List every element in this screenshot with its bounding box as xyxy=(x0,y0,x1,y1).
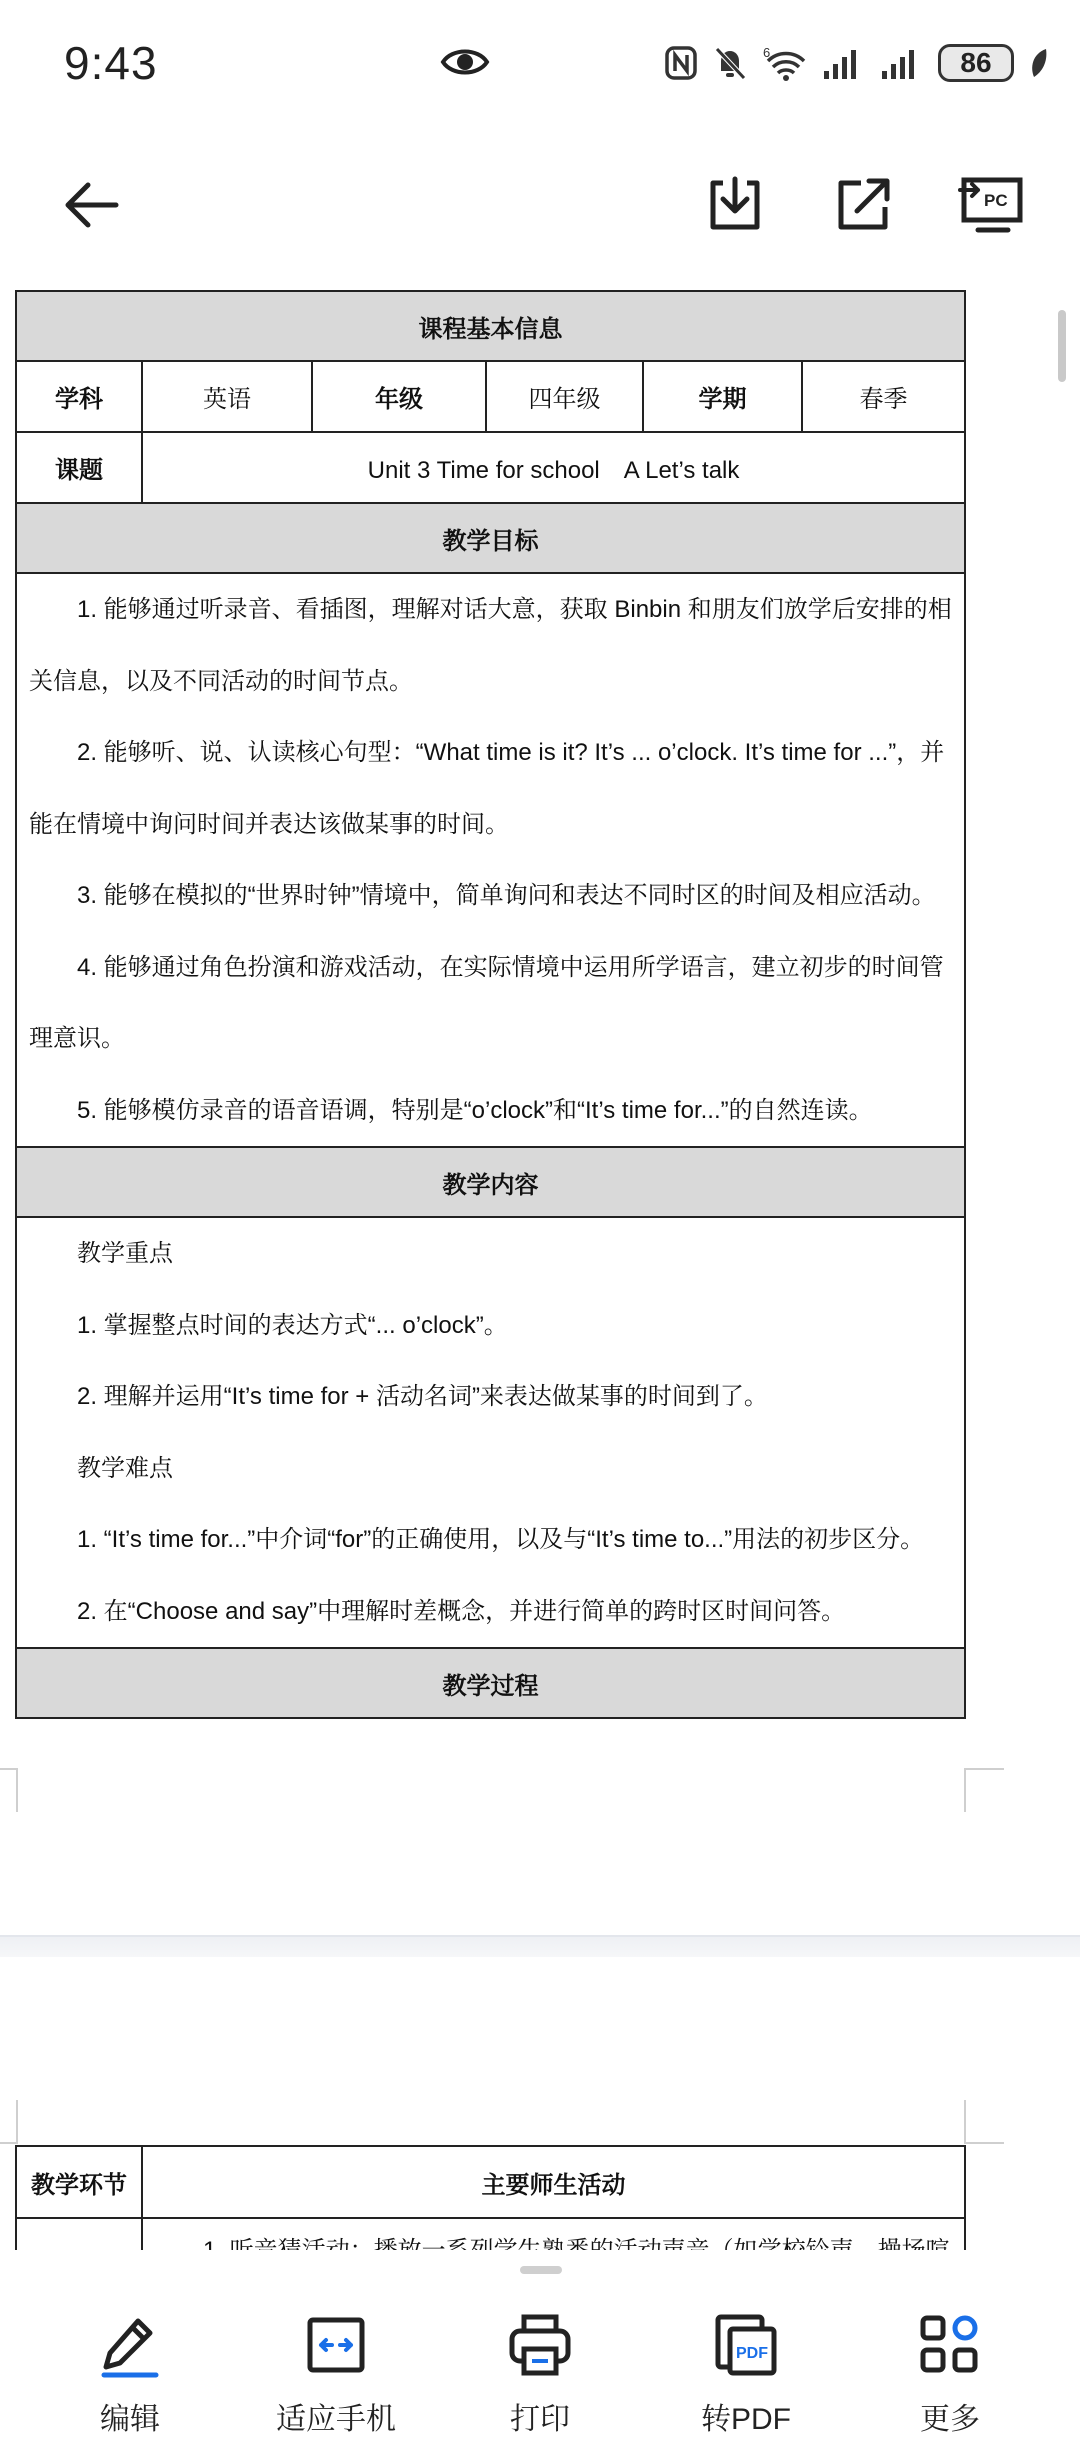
battery-icon: 86 xyxy=(938,44,1014,82)
edit-button[interactable] xyxy=(40,2310,220,2438)
goal-item: 4. 能够通过角色扮演和游戏活动，在实际情境中运用所学语言，建立初步的时间管理意识。 xyxy=(29,953,944,1052)
key-point-item: 1. 掌握整点时间的表达方式“... o’clock”。 xyxy=(77,1311,508,1339)
to-pdf-button[interactable] xyxy=(656,2310,836,2438)
content-cell xyxy=(16,1217,965,1648)
key-point-item: 2. 理解并运用“It’s time for + 活动名词”来表达做某事的时间到了。 xyxy=(77,1383,768,1410)
difficulty-item: 1. “It’s time for...”中介词“for”的正确使用，以及与“It’s time to...”用法的初步区分。 xyxy=(77,1526,925,1553)
grade-value: 四年级 xyxy=(486,361,643,432)
topic-label: 课题 xyxy=(16,432,142,503)
more-button[interactable] xyxy=(860,2310,1040,2438)
back-button[interactable] xyxy=(56,170,126,240)
signal-icon xyxy=(822,45,866,81)
pc-view-button[interactable] xyxy=(956,170,1026,240)
signal-icon xyxy=(880,45,924,81)
print-label: 打印 xyxy=(510,2403,570,2436)
goal-item: 2. 能够听、说、认读核心句型：“What time is it? It’s ... o’clock. It’s time for ...”，并能在情境中询问时间并表达该做某事的时间。 xyxy=(29,739,945,838)
difficulties-title: 教学难点 xyxy=(77,1454,173,1482)
status-bar xyxy=(0,0,1080,130)
more-grid-icon xyxy=(915,2310,985,2380)
subject-label: 学科 xyxy=(16,361,142,432)
crop-mark xyxy=(0,1768,18,1812)
svg-text:PDF: PDF xyxy=(736,2345,768,2362)
term-label: 学期 xyxy=(643,361,802,432)
section-process: 教学过程 xyxy=(16,1648,965,1718)
download-icon xyxy=(705,175,765,235)
printer-icon xyxy=(505,2310,575,2380)
back-arrow-icon xyxy=(62,180,120,230)
fit-phone-icon xyxy=(301,2310,371,2380)
fit-phone-button[interactable] xyxy=(246,2310,426,2438)
section-content: 教学内容 xyxy=(16,1147,965,1217)
share-button[interactable] xyxy=(828,170,898,240)
crop-mark xyxy=(0,2100,18,2144)
to-pdf-label: 转PDF xyxy=(701,2403,791,2436)
nfc-icon xyxy=(664,45,698,81)
goal-item: 1. 能够通过听录音、看插图，理解对话大意，获取 Binbin 和朋友们放学后安排的相关信息，以及不同活动的时间节点。 xyxy=(29,596,952,695)
section-basic-info: 课程基本信息 xyxy=(16,291,965,361)
more-label: 更多 xyxy=(920,2403,980,2436)
document-viewer[interactable] xyxy=(0,290,1080,2250)
process-col-activities: 主要师生活动 xyxy=(142,2146,965,2218)
print-button[interactable] xyxy=(450,2310,630,2438)
goals-cell xyxy=(16,573,965,1147)
crop-mark xyxy=(964,2100,1004,2144)
difficulty-item: 2. 在“Choose and say”中理解时差概念，并进行简单的跨时区时间问答。 xyxy=(77,1597,846,1625)
topic-value: Unit 3 Time for school A Let’s talk xyxy=(142,432,965,503)
leaf-icon xyxy=(1028,46,1050,80)
mute-bell-icon xyxy=(712,45,748,81)
svg-text:PC: PC xyxy=(984,191,1008,210)
svg-text:6: 6 xyxy=(763,45,771,60)
grade-label: 年级 xyxy=(312,361,486,432)
page-separator xyxy=(0,1935,1080,1957)
subject-value: 英语 xyxy=(142,361,312,432)
term-value: 春季 xyxy=(802,361,965,432)
section-goals: 教学目标 xyxy=(16,503,965,573)
share-icon xyxy=(833,175,893,235)
document-page-1 xyxy=(0,290,1080,1940)
pdf-icon xyxy=(711,2310,781,2380)
goal-item: 3. 能够在模拟的“世界时钟”情境中，简单询问和表达不同时区的时间及相应活动。 xyxy=(77,882,936,909)
scrollbar-thumb[interactable] xyxy=(1058,310,1066,382)
eye-icon xyxy=(440,44,490,85)
key-points-title: 教学重点 xyxy=(77,1240,173,1267)
bottom-toolbar xyxy=(0,2250,1080,2438)
top-toolbar xyxy=(0,150,1080,260)
status-time: 9:43 xyxy=(64,37,158,89)
goal-item: 5. 能够模仿录音的语音语调，特别是“o’clock”和“It’s time for...”的自然连读。 xyxy=(77,1096,873,1124)
crop-mark xyxy=(964,1768,1004,1812)
pencil-icon xyxy=(95,2310,165,2380)
edit-label: 编辑 xyxy=(100,2403,160,2436)
fit-phone-label: 适应手机 xyxy=(276,2403,396,2436)
process-col-stage: 教学环节 xyxy=(16,2146,142,2218)
download-button[interactable] xyxy=(700,170,770,240)
lesson-table xyxy=(15,290,966,1719)
drag-handle[interactable] xyxy=(520,2266,562,2274)
status-icons xyxy=(664,44,1050,82)
wifi-icon xyxy=(762,45,808,81)
pc-view-icon xyxy=(958,174,1024,236)
